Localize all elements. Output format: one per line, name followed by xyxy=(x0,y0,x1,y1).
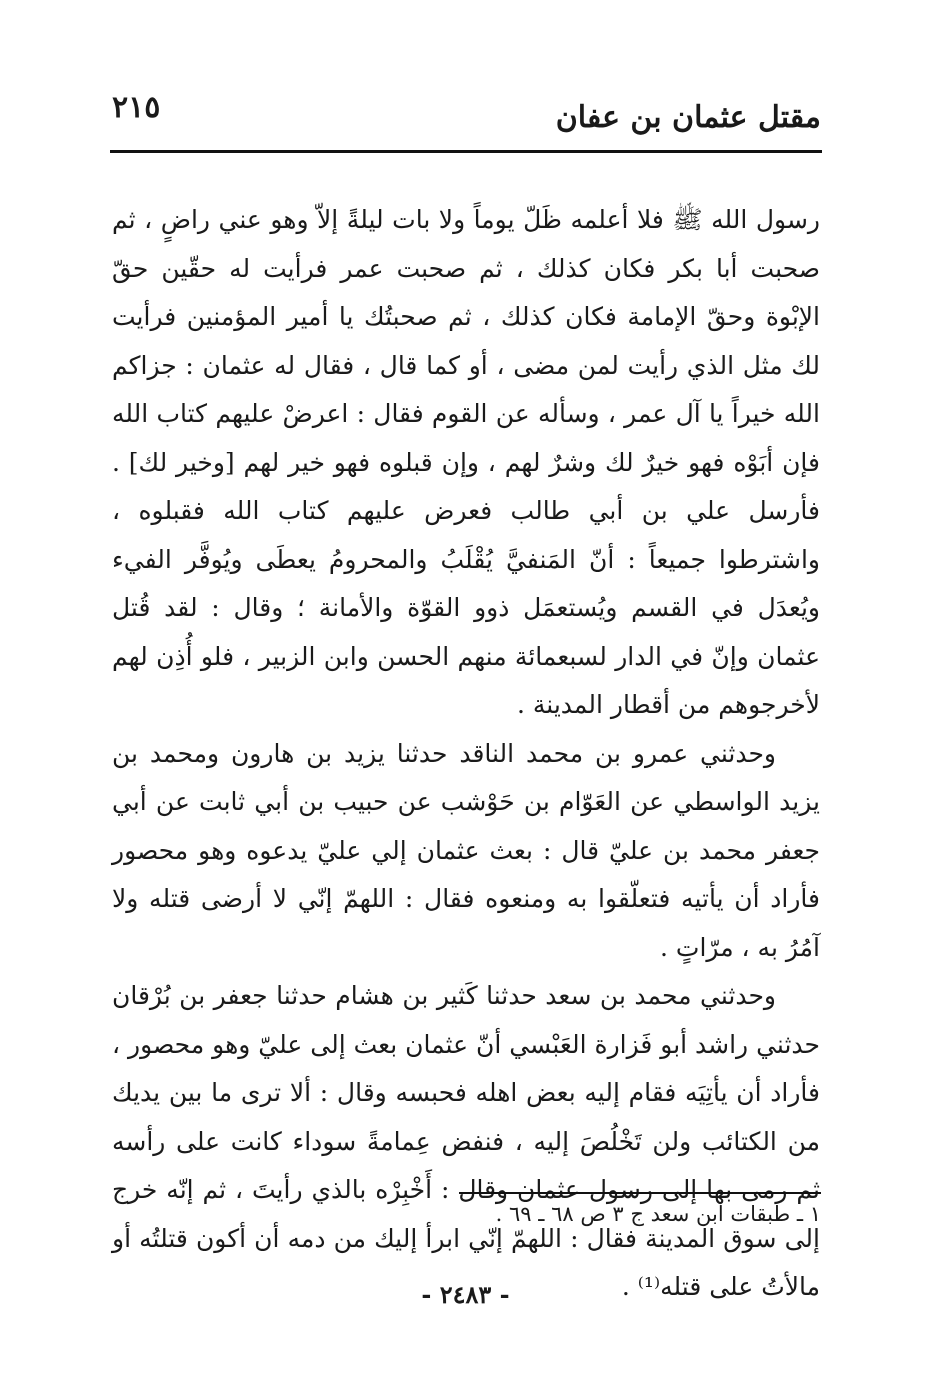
running-header-title: مقتل عثمان بن عفان xyxy=(555,100,821,135)
footnote-divider xyxy=(459,1192,821,1194)
header-divider xyxy=(110,150,822,153)
paragraph: وحدثني عمرو بن محمد الناقد حدثنا يزيد بن هارون ومحمد بن يزيد الواسطي عن العَوّام بن حَوْشب عن حبيب بن أبي ثابت عن أبي جعفر محمد بن عليّ قال : بعث عثمان إلي عليّ يدعوه وهو محصور فأراد أن يأتيه فتعلّقوا به ومنعوه فقال : اللهمّ إنّي لا أرضى قتله ولا آمُرُ به ، مرّاتٍ . xyxy=(112,738,820,962)
main-text xyxy=(112,196,820,1312)
folio-number: - ٢٤٨٣ - xyxy=(421,1280,510,1309)
paragraph: رسول الله ﷺ فلا أعلمه ظَلّ يوماً ولا بات ليلةً إلاّ وهو عني راضٍ ، ثم صحبت أبا بكر فكان كذلك ، ثم صحبت عمر فرأيت له حقّين حقّ الإبْوة وحقّ الإمامة فكان كذلك ، ثم صحبتُك يا أمير المؤمنين فرأيت لك مثل الذي رأيت لمن مضى ، أو كما قال ، فقال له عثمان : جزاكم الله خيراً يا آل عمر ، وسأله عن القوم فقال : اعرضْ عليهم كتاب الله فإن أبَوْه فهو خيرٌ لك وشرٌ لهم ، وإن قبلوه فهو خير لهم [وخير لك] . فأرسل علي بن أبي طالب فعرض عليهم كتاب الله فقبلوه ، واشترطوا جميعاً : أنّ المَنفيَّ يُقْلَبُ والمحرومُ يعطَى ويُوفَّر الفيء ويُعدَل في القسم ويُستعمَل ذوو القوّة والأمانة ؛ وقال : لقد قُتل عثمان وإنّ في الدار لسبعمائة منهم الحسن وابن الزبير ، فلو أُذِن لهم لأخرجوهم من أقطار المدينة . xyxy=(112,205,820,719)
footnote: ١ ـ طبقات ابن سعد ج ٣ ص ٦٨ ـ ٦٩ . xyxy=(495,1202,821,1226)
paragraph: وحدثني محمد بن سعد حدثنا كَثير بن هشام حدثنا جعفر بن بُرْقان حدثني راشد أبو فَزارة العَبْسي أنّ عثمان بعث إلى عليّ وهو محصور ، فأراد أن يأتِيَه فقام إليه بعض اهله فحبسه وقال : ألا ترى ما بين يديك من الكتائب ولن تَخْلُصَ إليه ، فنفض عِمامةً سوداء كانت على رأسه ثم رمى بها إلى رسول عثمان وقال : أَخْبِرْه بالذي رأيتَ ، ثم إنّه خرج إلى سوق المدينة فقال : اللهمّ إنّي ابرأ إليك من دمه أن أكون قتلتُه أو مالأتُ على قتله⁽¹⁾ . xyxy=(112,981,820,1301)
page-number: ٢١٥ xyxy=(112,90,161,125)
